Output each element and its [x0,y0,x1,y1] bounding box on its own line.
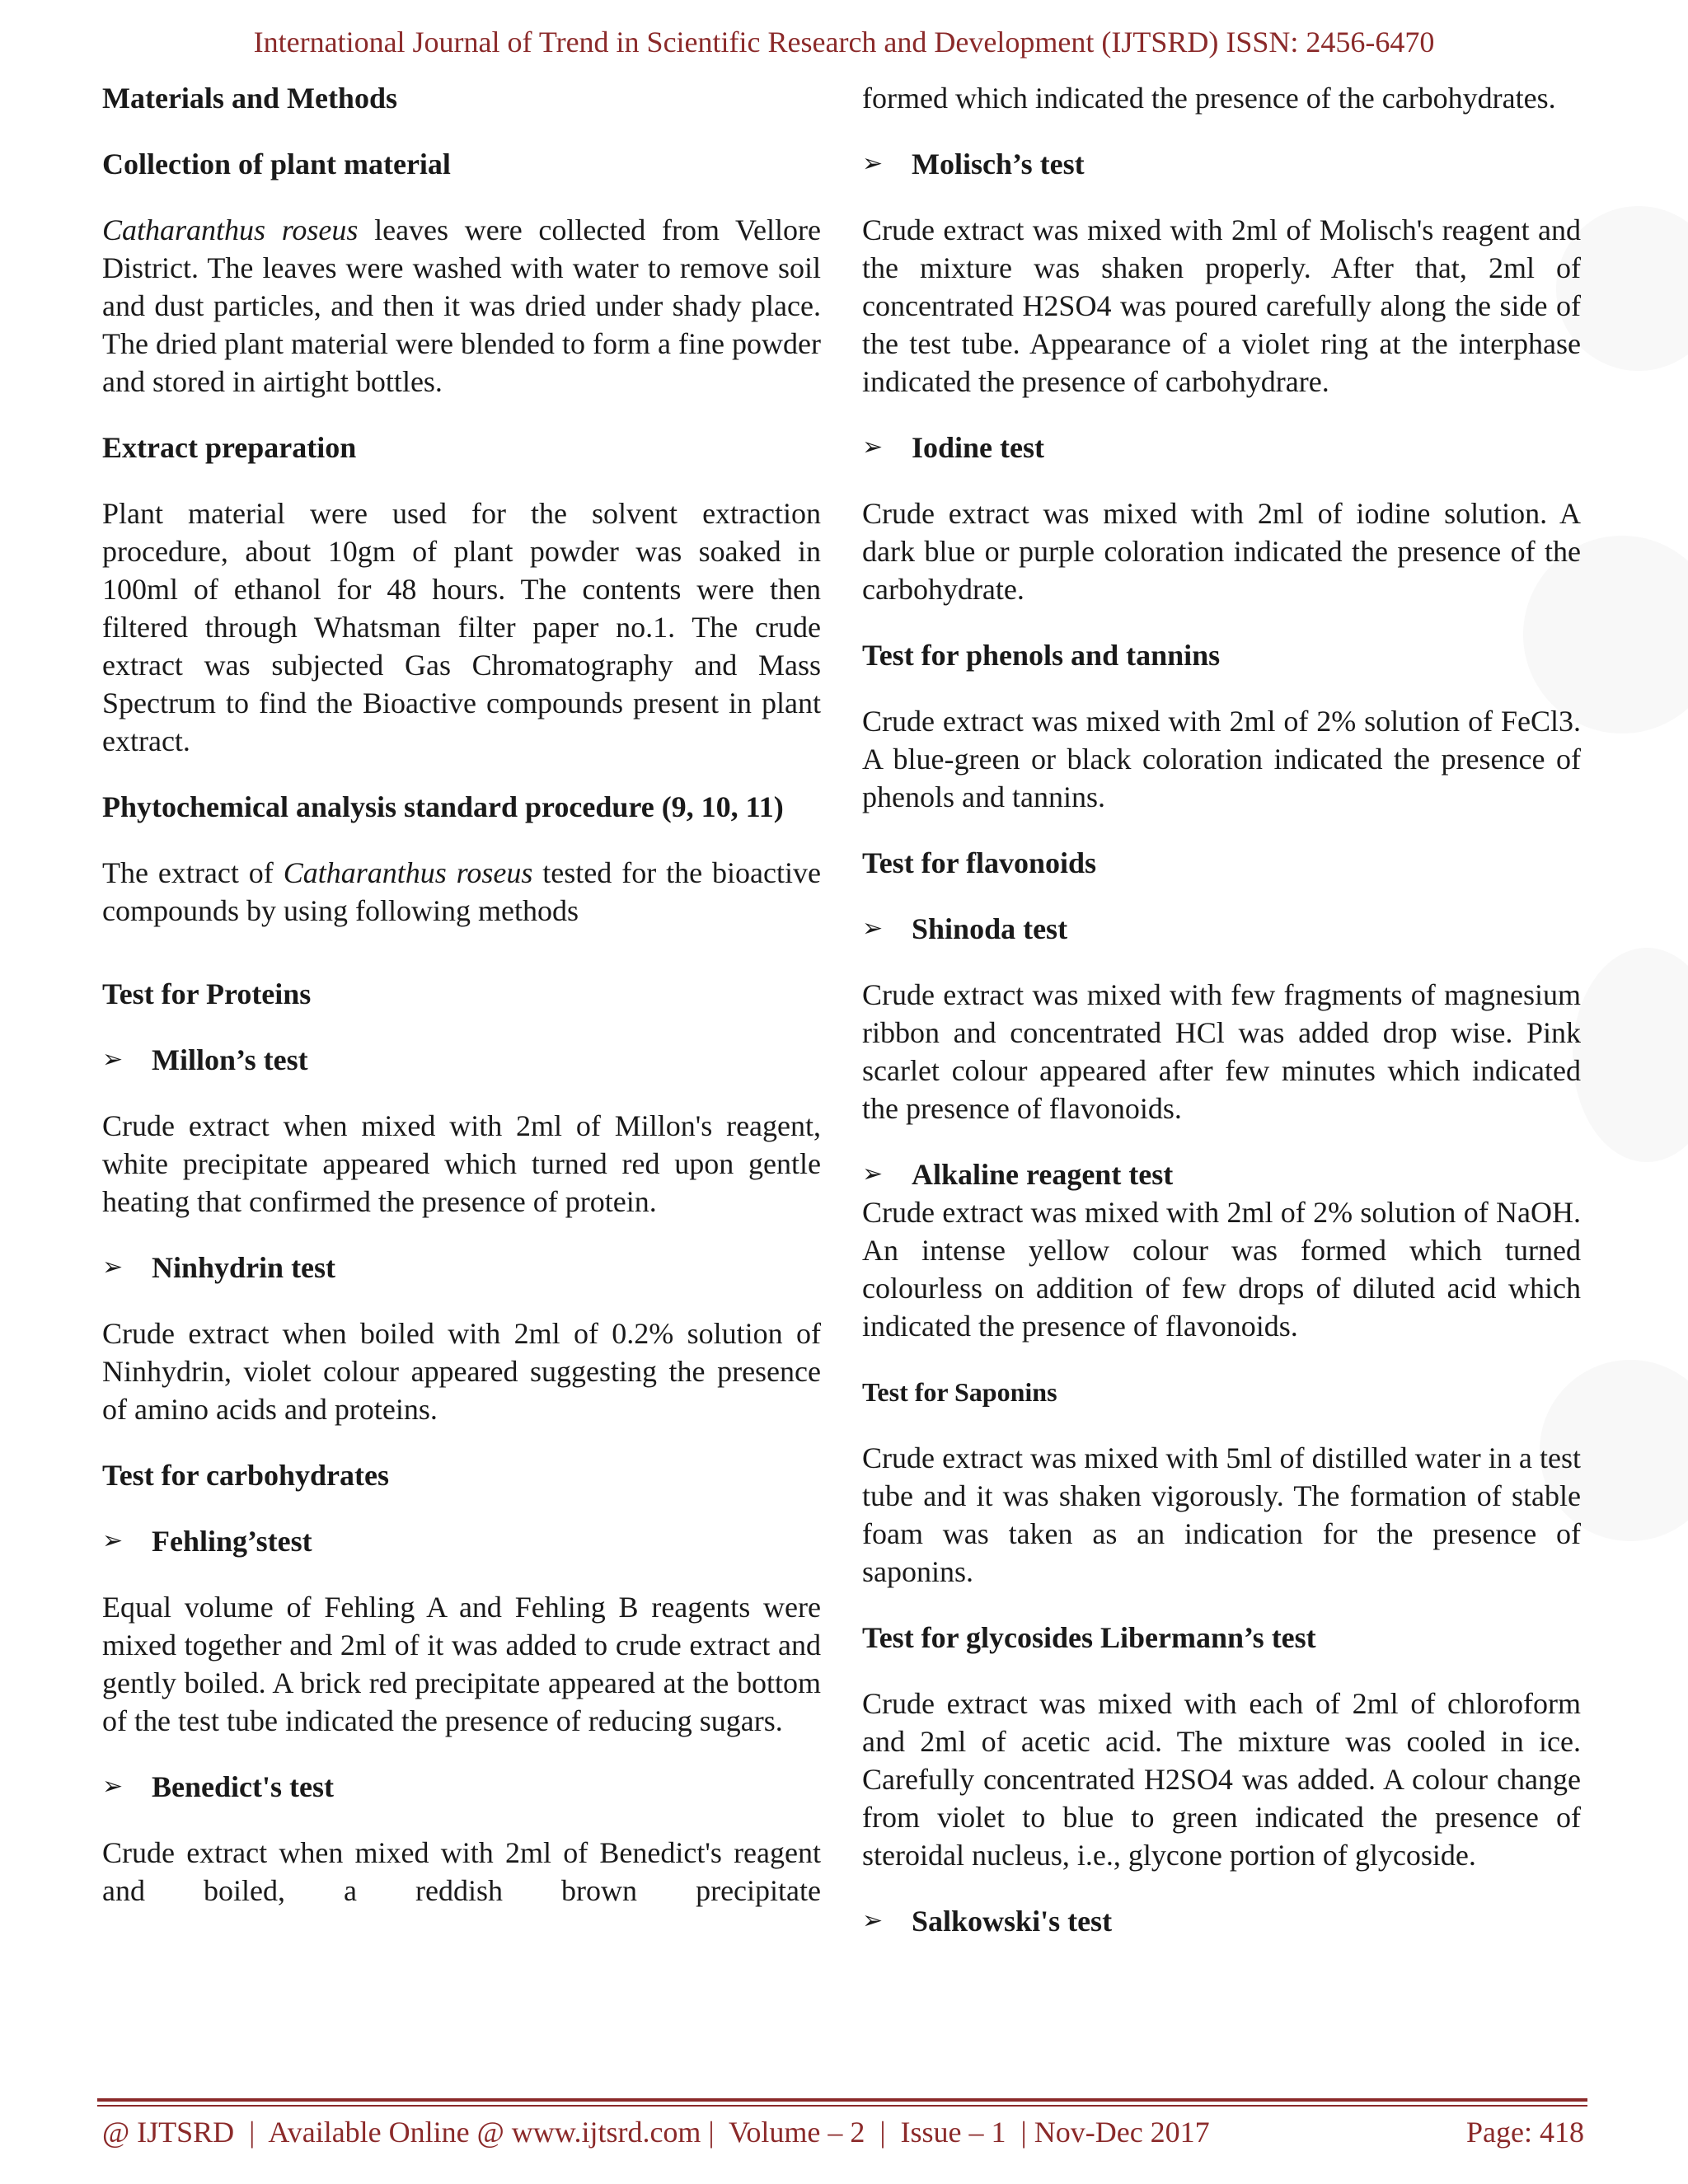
footer-rule-thick [97,2098,1587,2102]
bullet-ninhydrin: ➢ Ninhydrin test [102,1249,821,1286]
bullet-millon: ➢ Millon’s test [102,1041,821,1079]
paragraph-saponins: Crude extract was mixed with 5ml of distilled water in a test tube and it was shaken vigorously. The formation of stable foam was taken as an indication for the presence of saponins. [862,1441,1581,1588]
bullet-alkaline: ➢ Alkaline reagent test [862,1155,1581,1193]
heading-glycosides: Test for glycosides Libermann’s test [862,1621,1316,1654]
heading-proteins: Test for Proteins [102,977,312,1010]
paragraph-continued: formed which indicated the presence of the carbohydrates. [862,82,1556,115]
arrow-bullet-icon: ➢ [102,1254,124,1281]
species-name: Catharanthus roseus [283,856,533,889]
page-footer [102,2115,1584,2149]
page-number: Page: 418 [1466,2116,1584,2149]
arrow-bullet-icon: ➢ [102,1773,124,1800]
right-column [862,79,1581,1940]
species-name: Catharanthus roseus [102,213,359,246]
paragraph-fehling: Equal volume of Fehling A and Fehling B reagents were mixed together and 2ml of it was added to crude extract and gently boiled. A brick red precipitate appeared at the bottom of the test tube indicated the presence of reducing sugars. [102,1591,821,1737]
journal-header: International Journal of Trend in Scientific Research and Development (IJTSRD) ISSN: 2456-6470 [253,26,1435,59]
bullet-salkowski: ➢ Salkowski's test [862,1902,1581,1940]
heading-collection: Collection of plant material [102,148,451,180]
paragraph-glycosides: Crude extract was mixed with each of 2ml of chloroform and 2ml of acetic acid. The mixture was cooled in ice. Carefully concentrated H2SO4 was added. A colour change from violet to blue to green indicated the presence of steroidal nucleus, i.e., glycone portion of glycoside. [862,1687,1581,1872]
heading-phytochemical: Phytochemical analysis standard procedure (9, 10, 11) [102,790,784,823]
heading-carbohydrates: Test for carbohydrates [102,1459,389,1492]
arrow-bullet-icon: ➢ [862,915,884,942]
heading-flavonoids: Test for flavonoids [862,846,1097,879]
arrow-bullet-icon: ➢ [102,1046,124,1073]
heading-materials-methods: Materials and Methods [102,82,397,115]
heading-saponins: Test for Saponins [862,1377,1057,1407]
bullet-fehling: ➢ Fehling’stest [102,1522,821,1560]
bullet-shinoda: ➢ Shinoda test [862,910,1581,948]
paragraph-iodine: Crude extract was mixed with 2ml of iodine solution. A dark blue or purple coloration indicated the presence of the carbohydrate. [862,497,1581,606]
arrow-bullet-icon: ➢ [862,1907,884,1934]
paragraph-molisch: Crude extract was mixed with 2ml of Molisch's reagent and the mixture was shaken properly. After that, 2ml of concentrated H2SO4 was poured carefully along the side of the test tube. Appearance of a violet ring at the interphase indicated the presence of carbohydrare. [862,213,1581,398]
paragraph-collection: Catharanthus roseus leaves were collected from Vellore District. The leaves were washed with water to remove soil and dust particles, and then it was dried under shady place. The dried plant material were blended to form a fine powder and stored in airtight bottles. [102,213,821,398]
arrow-bullet-icon: ➢ [102,1527,124,1554]
bullet-molisch: ➢ Molisch’s test [862,145,1581,183]
paragraph-phenols: Crude extract was mixed with 2ml of 2% solution of FeCl3. A blue-green or black coloration indicated the presence of phenols and tannins. [862,705,1581,813]
arrow-bullet-icon: ➢ [862,1160,884,1188]
paragraph-benedict: Crude extract when mixed with 2ml of Benedict's reagent and boiled, a reddish brown precipitate [102,1836,821,1907]
heading-phenols-tannins: Test for phenols and tannins [862,639,1221,672]
heading-extract-preparation: Extract preparation [102,431,357,464]
left-column [102,79,821,1910]
paragraph-extract: Plant material were used for the solvent extraction procedure, about 10gm of plant powder was soaked in 100ml of ethanol for 48 hours. The contents were then filtered through Whatsman filter paper no.1. The crude extract was subjected Gas Chromatography and Mass Spectrum to find the Bioactive compounds present in plant extract. [102,497,821,757]
footer-rule-thin [97,2105,1587,2107]
footer-publication-info: @ IJTSRD | Available Online @ www.ijtsrd.com | Volume – 2 | Issue – 1 | Nov-Dec 2017 [102,2116,1210,2149]
paragraph-ninhydrin: Crude extract when boiled with 2ml of 0.2% solution of Ninhydrin, violet colour appeared suggesting the presence of amino acids and proteins. [102,1317,821,1426]
paragraph-millon: Crude extract when mixed with 2ml of Millon's reagent, white precipitate appeared which turned red upon gentle heating that confirmed the presence of protein. [102,1109,821,1218]
arrow-bullet-icon: ➢ [862,150,884,177]
bullet-benedict: ➢ Benedict's test [102,1768,821,1806]
arrow-bullet-icon: ➢ [862,434,884,461]
paragraph-shinoda: Crude extract was mixed with few fragments of magnesium ribbon and concentrated HCl was added drop wise. Pink scarlet colour appeared after few minutes which indicated the presence of flavonoids. [862,978,1581,1125]
paragraph-alkaline: Crude extract was mixed with 2ml of 2% solution of NaOH. An intense yellow colour was formed which turned colourless on addition of few drops of diluted acid which indicated the presence of flavonoids. [862,1196,1581,1343]
paragraph-phytochemical: The extract of Catharanthus roseus tested for the bioactive compounds by using following methods [102,856,821,927]
bullet-iodine: ➢ Iodine test [862,429,1581,466]
